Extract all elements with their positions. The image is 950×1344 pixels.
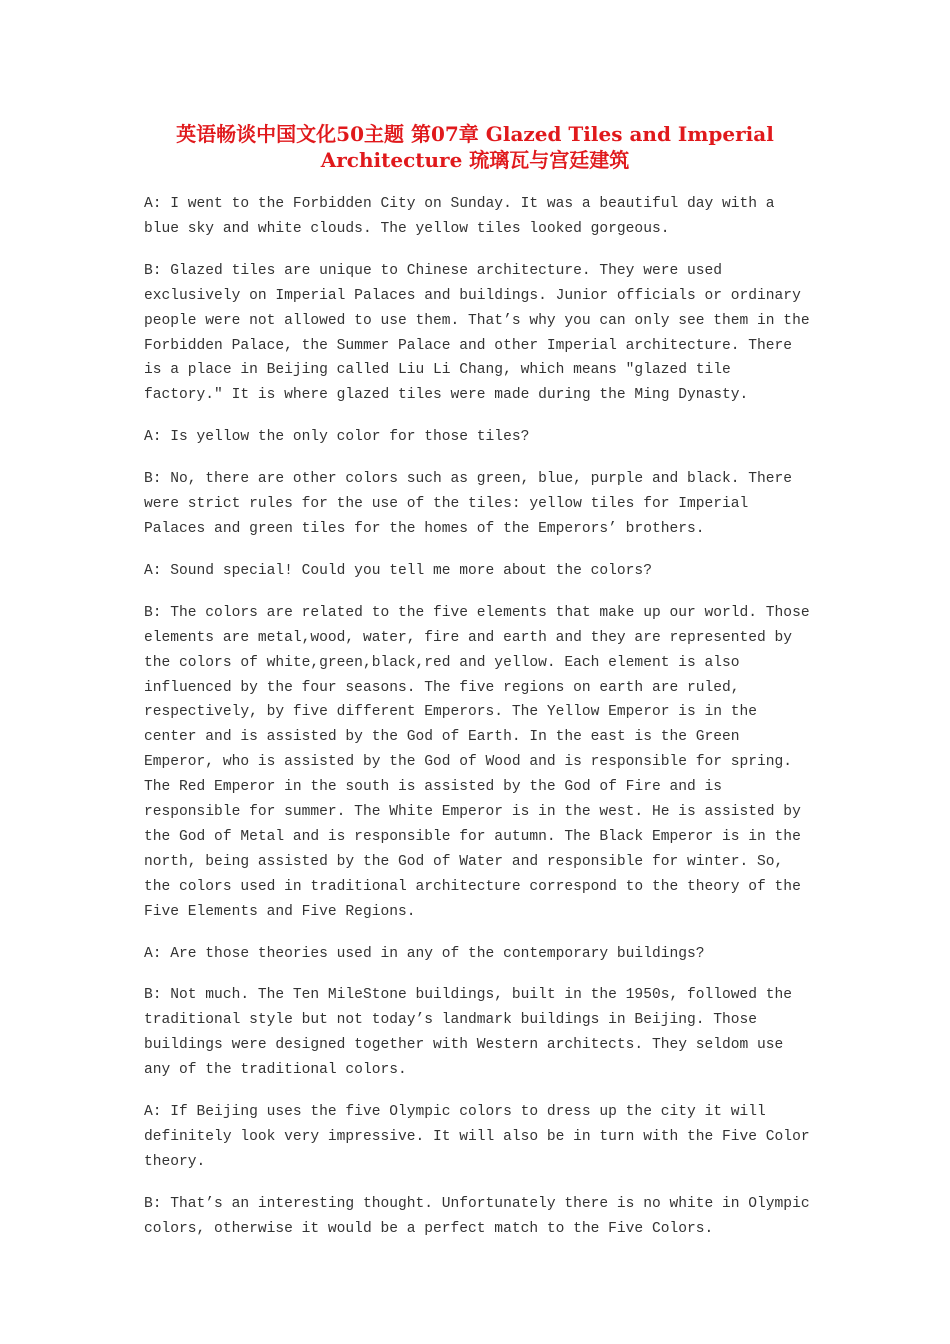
title-line-2: Architecture 琉璃瓦与宫廷建筑 (320, 148, 630, 172)
dialogue-paragraph: A: Is yellow the only color for those tiles? (144, 429, 530, 446)
document-title (120, 121, 830, 173)
dialogue-paragraph: B: The colors are related to the five elements that make up our world. Those elements are metal,wood, water, fire and earth and they are represented by the colors of white,green,black,red and yellow. Each element is also influenced by the four seasons. The five regions on earth are ruled, respectively, by five different Emperors. The Yellow Emperor is in the center and is assisted by the God of Earth. In the east is the Green Emperor, who is assisted by the God of Wood and is responsible for spring. The Red Emperor in the south is assisted by the God of Fire and is responsible for summer. The White Emperor is in the west. He is assisted by the God of Metal and is responsible for autumn. The Black Emperor is in the north, being assisted by the God of Water and responsible for winter. So, the colors used in traditional architecture correspond to the theory of the Five Elements and Five Regions. (144, 604, 810, 920)
dialogue-paragraph: A: If Beijing uses the five Olympic colors to dress up the city it will definitely look very impressive. It will also be in turn with the Five Color theory. (144, 1104, 810, 1170)
dialogue-body (144, 192, 812, 1259)
dialogue-paragraph: B: Not much. The Ten MileStone buildings, built in the 1950s, followed the traditional style but not today’s landmark buildings in Beijing. Those buildings were designed together with Western architects. They seldom use any of the traditional colors. (144, 987, 793, 1079)
dialogue-paragraph: B: Glazed tiles are unique to Chinese architecture. They were used exclusively on Imperial Palaces and buildings. Junior officials or ordinary people were not allowed to use them. That’s why you can only see them in the Forbidden Palace, the Summer Palace and other Imperial architecture. There is a place in Beijing called Liu Li Chang, which means "glazed tile factory." It is where glazed tiles were made during the Ming Dynasty. (144, 262, 810, 404)
dialogue-paragraph: A: I went to the Forbidden City on Sunday. It was a beautiful day with a blue sky and white clouds. The yellow tiles looked gorgeous. (144, 196, 775, 237)
dialogue-paragraph: B: That’s an interesting thought. Unfortunately there is no white in Olympic colors, otherwise it would be a perfect match to the Five Colors. (144, 1195, 810, 1237)
title-line-1: 英语畅谈中国文化50主题 第07章 Glazed Tiles and Imperial (176, 122, 774, 146)
dialogue-paragraph: B: No, there are other colors such as green, blue, purple and black. There were strict rules for the use of the tiles: yellow tiles for Imperial Palaces and green tiles for the homes of the Emperors’ brothers. (144, 471, 793, 537)
dialogue-paragraph: A: Are those theories used in any of the contemporary buildings? (144, 945, 705, 962)
dialogue-paragraph: A: Sound special! Could you tell me more about the colors? (144, 562, 652, 579)
